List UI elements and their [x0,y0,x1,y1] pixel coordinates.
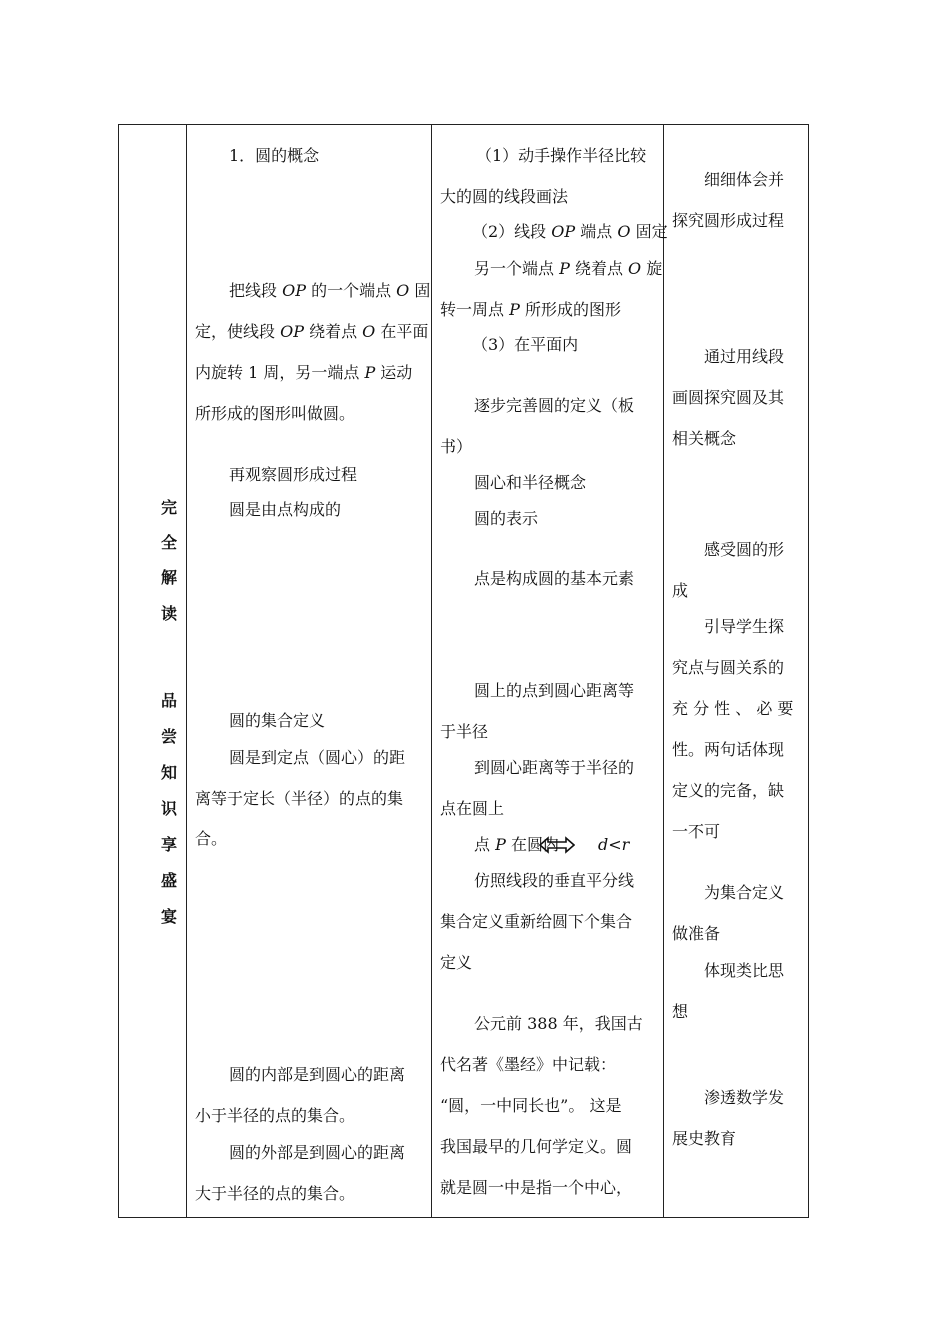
relation-formula: d<r [598,835,630,854]
side-char: 知 [160,763,177,782]
activity-line: 转一周点 P 所形成的图形 [440,300,621,319]
relation-line: 点 P 在圆内 [474,835,559,854]
activity-line: 仿照线段的垂直平分线 [474,871,635,890]
set-definition-line: 离等于定长（半径）的点的集 [195,789,404,808]
intent-line: 为集合定义 [704,883,785,902]
side-char: 全 [160,533,177,552]
side-char: 完 [160,498,177,517]
intent-line: 体现类比思 [704,961,785,980]
intent-line: 做准备 [672,924,721,943]
side-char: 品 [160,691,177,710]
intent-line: 细细体会并 [704,170,785,189]
definition-line: 把线段 OP 的一个端点 O 固 [229,281,431,300]
activity-line: 到圆心距离等于半径的 [474,758,635,777]
definition-line: 定，使线段 OP 绕着点 O 在平面 [195,322,429,341]
intent-line: 究点与圆关系的 [672,658,785,677]
column-divider-1 [186,125,187,1217]
intent-line: 渗透数学发 [704,1088,785,1107]
definition-line: 内旋转 1 周，另一端点 P 运动 [195,363,413,382]
intent-line: 一不可 [672,822,721,841]
activity-line: 集合定义重新给圆下个集合 [440,912,633,931]
section-heading: 1．圆的概念 [229,146,320,165]
activity-line: （1）动手操作半径比较 [476,146,647,165]
side-char: 享 [160,835,177,854]
set-definition-title: 圆的集合定义 [229,711,326,730]
intent-line: 感受圆的形 [704,540,785,559]
activity-line: 圆上的点到圆心距离等 [474,681,635,700]
lesson-table [118,124,809,1218]
double-arrow-icon [539,836,575,854]
intent-line: 画圆探究圆及其 [672,388,785,407]
intent-line: 相关概念 [672,429,737,448]
exterior-line: 圆的外部是到圆心的距离 [229,1143,406,1162]
side-char: 宴 [160,907,177,926]
intent-line: 展史教育 [672,1129,737,1148]
activity-line: 圆的表示 [474,509,539,528]
exterior-line: 大于半径的点的集合。 [195,1184,356,1203]
activity-line: 点在圆上 [440,799,505,818]
side-char: 解 [160,568,177,587]
observe-line: 圆是由点构成的 [229,500,342,519]
column-divider-3 [663,125,664,1217]
activity-line: 定义 [440,953,473,972]
intent-line: 探究圆形成过程 [672,211,785,230]
side-char: 尝 [160,727,177,746]
activity-line: 点是构成圆的基本元素 [474,569,635,588]
history-line: “圆，一中同长也”。 这是 [440,1096,622,1115]
observe-line: 再观察圆形成过程 [229,465,358,484]
activity-line: 圆心和半径概念 [474,473,587,492]
intent-line: 想 [672,1002,689,1021]
activity-line: （2）线段 OP 端点 O 固定 [472,222,668,241]
activity-line: （3）在平面内 [472,335,579,354]
activity-line: 大的圆的线段画法 [440,187,569,206]
side-char: 识 [160,799,177,818]
definition-line: 所形成的图形叫做圆。 [195,404,356,423]
intent-line: 性。两句话体现 [672,740,785,759]
interior-line: 圆的内部是到圆心的距离 [229,1065,406,1084]
activity-line: 于半径 [440,722,489,741]
intent-line: 通过用线段 [704,347,785,366]
activity-line: 另一个端点 P 绕着点 O 旋 [474,259,663,278]
column-divider-2 [431,125,432,1217]
side-char: 读 [160,604,177,623]
set-definition-line: 合。 [195,829,228,848]
history-line: 我国最早的几何学定义。圆 [440,1137,633,1156]
interior-line: 小于半径的点的集合。 [195,1106,356,1125]
intent-line: 定义的完备，缺 [672,781,785,800]
intent-line: 成 [672,581,689,600]
intent-line: 充 分 性 、 必 要 [672,699,794,718]
activity-line: 书） [440,437,473,456]
history-line: 代名著《墨经》中记载： [440,1055,617,1074]
history-line: 公元前 388 年，我国古 [474,1014,643,1033]
history-line: 就是圆一中是指一个中心， [440,1178,633,1197]
activity-line: 逐步完善圆的定义（板 [474,396,635,415]
intent-line: 引导学生探 [704,617,785,636]
side-char: 盛 [160,871,177,890]
set-definition-line: 圆是到定点（圆心）的距 [229,748,406,767]
